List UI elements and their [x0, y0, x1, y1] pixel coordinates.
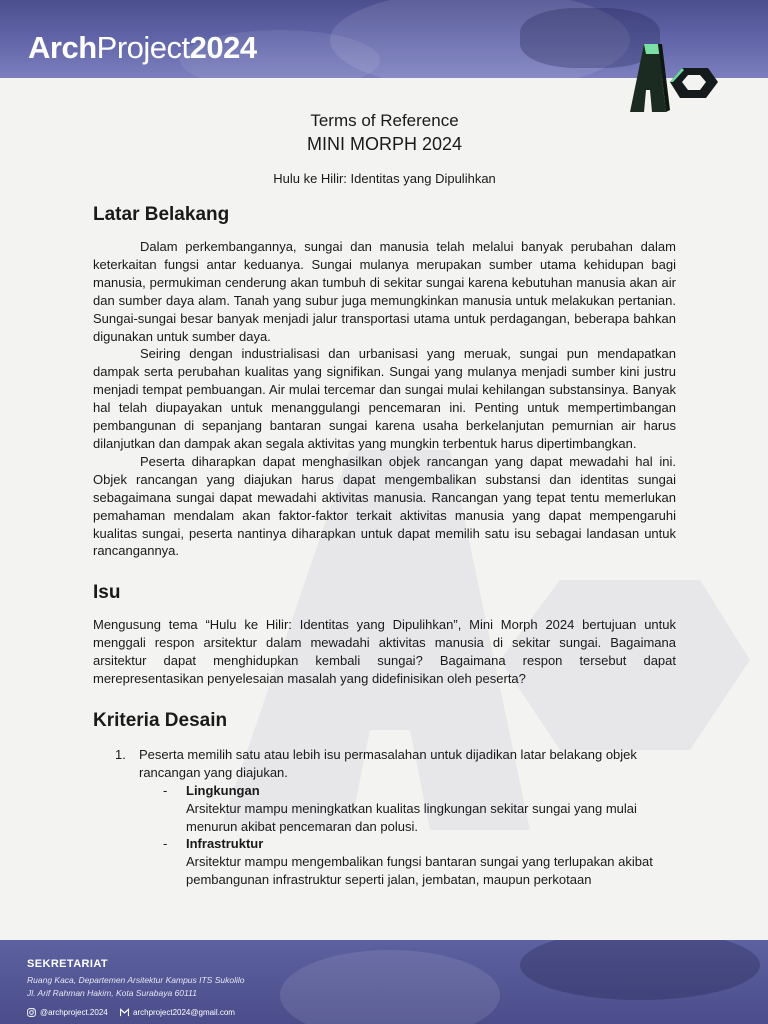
paragraph: Dalam perkembangannya, sungai dan manusia telah melalui banyak perubahan dalam keterkaitan fungsi antar keduanya. Sungai mulanya merupakan sumber utama kehidupan bagi manusia, permukiman cenderung akan tumbuh di sekitar sungai karena kebutuhan manusia akan air dan sumber daya alam. Tanah yang subur juga memungkinkan manusia untuk melakukan pertanian. Sungai-sungai besar banyak menjadi jalur transportasi utama untuk perdagangan, beberapa bahkan digunakan untuk sumber daya. [93, 239, 676, 344]
banner-texture [280, 950, 500, 1024]
isu-section [93, 616, 676, 688]
section-heading-latar-belakang: Latar Belakang [93, 204, 230, 225]
brand-wordmark [28, 30, 257, 66]
document-subtitle: MINI MORPH 2024 [306, 134, 463, 154]
brand-part-year: 2024 [189, 30, 257, 65]
banner-texture [520, 940, 760, 1000]
document-title: Terms of Reference [310, 111, 459, 130]
instagram-handle: @archproject.2024 [40, 1008, 108, 1017]
footer-instagram[interactable] [27, 1008, 108, 1017]
footer-title: SEKRETARIAT [27, 958, 108, 970]
brand-part-project: Project [96, 30, 190, 65]
brand-part-arch: Arch [28, 30, 97, 65]
instagram-icon [27, 1008, 36, 1017]
paragraph: Seiring dengan industrialisasi dan urbanisasi yang meruak, sungai pun mendapatkan dampak serta perubahan kualitas yang signifikan. Sungai yang mulanya menjadi sumber kini justru menjadi tempat pembuangan. Air mulai tercemar dan sungai mulai kehilangan substansinya. Banyak hal telah diupayakan untuk menanggulangi pencemaran ini. Penting untuk mempertimbangan pembangunan di sepanjang bantaran sungai karena usaha berkelanjutan pemurnian air harus dilanjutkan dan dampak akan segala aktivitas yang mungkin terbentuk harus dipertimbangkan. [93, 346, 676, 451]
paragraph: Mengusung tema “Hulu ke Hilir: Identitas yang Dipulihkan”, Mini Morph 2024 bertujuan untuk menggali respon arsitektur dalam mewadahi aktivitas manusia di sekitar sungai. Bagaimana arsitektur dapat menghidupkan kembali sungai? Bagaimana respon tersebut dapat merepresentasikan penyelesaian masalah yang didefinisikan oleh peserta? [93, 617, 676, 687]
sub-item-text: Arsitektur mampu mengembalikan fungsi bantaran sungai yang terlupakan akibat pembangunan infrastruktur seperti jalan, jembatan, maupun perkotaan [186, 854, 653, 888]
section-heading-kriteria-desain: Kriteria Desain [93, 709, 228, 731]
sub-item-title: Lingkungan [186, 782, 260, 798]
footer-banner [0, 940, 768, 1024]
sub-item-title: Infrastruktur [186, 836, 264, 852]
section-heading-isu: Isu [93, 582, 121, 604]
email-address: archproject2024@gmail.com [133, 1008, 235, 1017]
document-theme: Hulu ke Hilir: Identitas yang Dipulihkan [273, 171, 496, 186]
sub-item-text: Arsitektur mampu meningkatkan kualitas lingkungan sekitar sungai yang mulai menurun akibat pencemaran dan polusi. [186, 800, 637, 834]
dash-marker: - [163, 782, 168, 798]
footer-address-line2: Jl. Arif Rahman Hakim, Kota Surabaya 60111 [27, 988, 197, 998]
paragraph: Peserta diharapkan dapat menghasilkan objek rancangan yang dapat mewadahi hal ini. Objek rancangan yang diajukan harus dapat mengembalikan substansi dan identitas sungai sebagaimana sungai dapat mewadahi aktivitas manusia. Rancangan yang tepat tentu memerlukan pemahaman mendalam akan faktor-faktor terkait aktivitas manusia yang dapat mempengaruhi kualitas sungai, peserta nantinya diharapkan untuk dapat memilih satu isu sebagai landasan untuk rancangannya. [93, 453, 676, 559]
sub-item-lingkungan [139, 782, 676, 836]
ao-logo-icon [622, 40, 722, 116]
kriteria-list [93, 746, 676, 889]
list-item-text: Peserta memilih satu atau lebih isu permasalahan untuk dijadikan latar belakang objek rancangan yang diajukan. [139, 746, 637, 780]
footer-email[interactable] [120, 1008, 235, 1017]
sub-item-infrastruktur [139, 835, 676, 889]
list-item [93, 746, 676, 889]
document-body [93, 110, 676, 889]
latar-belakang-section [93, 238, 676, 560]
list-number: 1. [115, 746, 126, 762]
gmail-icon [120, 1008, 129, 1017]
dash-marker: - [163, 836, 168, 852]
footer-address-line1: Ruang Kaca, Departemen Arsitektur Kampus ITS Sukolilo [27, 975, 245, 985]
